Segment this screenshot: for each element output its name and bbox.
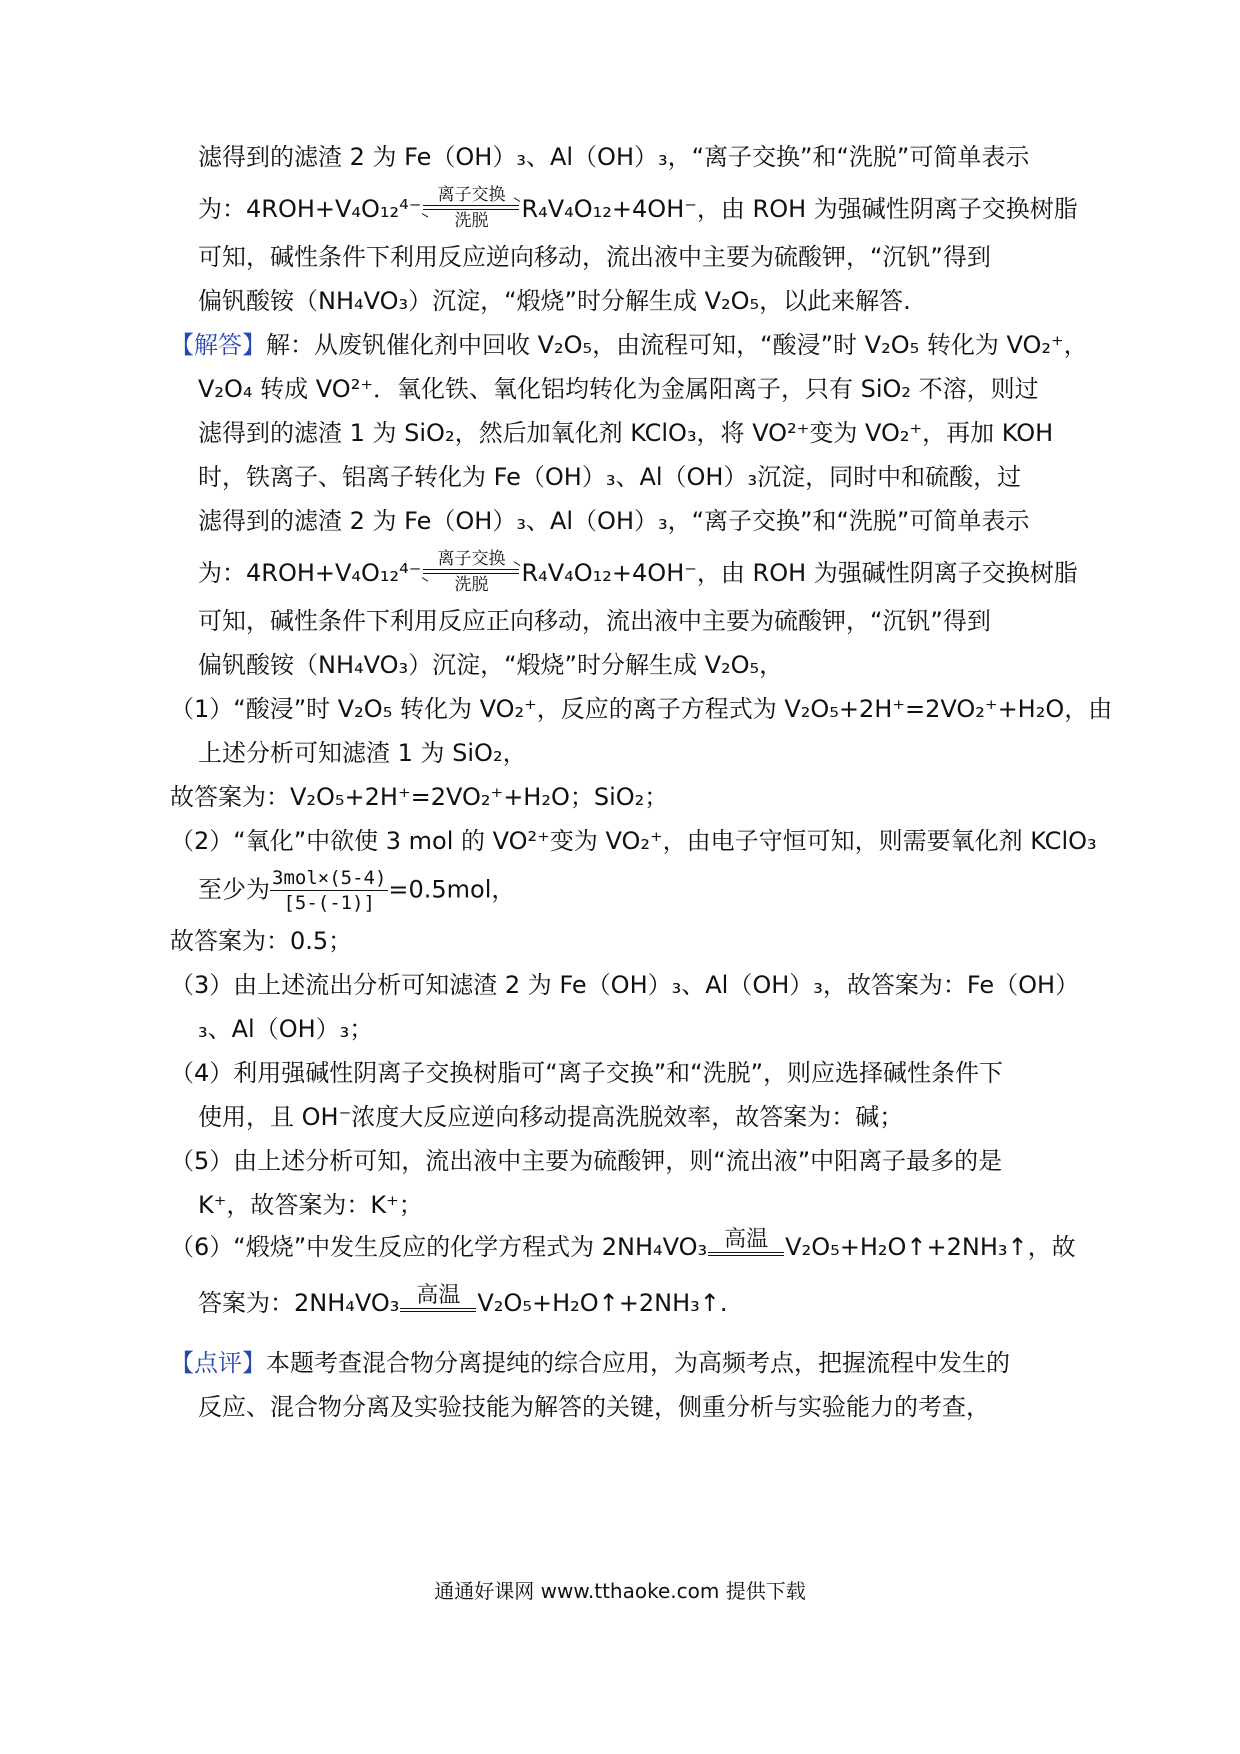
- text-line: 滤得到的滤渣 1 为 SiO₂，然后加氧化剂 KClO₃，将 VO²⁺变为 VO₂⁺，再加 KOH: [198, 419, 1054, 447]
- equation-right: R₄V₄O₁₂+4OH⁻，由 ROH 为强碱性阴离子交换树脂: [521, 195, 1078, 223]
- comment-tag: 【点评】: [170, 1349, 266, 1377]
- equation-right: V₂O₅+H₂O↑+2NH₃↑.: [477, 1289, 728, 1317]
- page-footer: 通通好课网 www.tthaoke.com 提供下载: [434, 1579, 806, 1603]
- equation-left: （6）“煅烧”中发生反应的化学方程式为 2NH₄VO₃: [170, 1233, 708, 1261]
- text-segment: 本题考查混合物分离提纯的综合应用，为高频考点，把握流程中发生的: [266, 1349, 1010, 1377]
- reversible-arrow: [423, 186, 519, 230]
- fraction-numerator: 3mol×(5-4): [272, 867, 387, 889]
- arrow-top-label: 离子交换: [437, 549, 506, 569]
- question-line: （4）利用强碱性阴离子交换树脂可“离子交换”和“洗脱”，则应选择碱性条件下: [170, 1059, 1004, 1087]
- arrow-top-label: 离子交换: [437, 185, 506, 205]
- equation-left: 为：4ROH+V₄O₁₂⁴⁻: [198, 559, 422, 587]
- text-line: 上述分析可知滤渣 1 为 SiO₂，: [198, 739, 527, 767]
- text-line: V₂O₄ 转成 VO²⁺．氧化铁、氧化铝均转化为金属阳离子，只有 SiO₂ 不溶，则过: [198, 375, 1039, 403]
- fraction-denominator: [5-(-1)]: [283, 892, 375, 914]
- text-line: 可知，碱性条件下利用反应正向移动，流出液中主要为硫酸钾，“沉钒”得到: [198, 607, 991, 635]
- equation-right: V₂O₅+H₂O↑+2NH₃↑，故: [785, 1233, 1076, 1261]
- answer-tag: 【解答】: [170, 331, 266, 359]
- equation-left: 答案为：2NH₄VO₃: [198, 1289, 400, 1317]
- heat-condition-label: 高温: [416, 1283, 461, 1308]
- answer-line: 故答案为：0.5；: [170, 927, 353, 955]
- text-line: 滤得到的滤渣 2 为 Fe（OH）₃、Al（OH）₃，“离子交换”和“洗脱”可简单表示: [198, 507, 1030, 535]
- text-line: K⁺，故答案为：K⁺；: [198, 1191, 423, 1219]
- question-line: （1）“酸浸”时 V₂O₅ 转化为 VO₂⁺，反应的离子方程式为 V₂O₅+2H⁺=2VO₂⁺+H₂O，由: [170, 695, 1113, 723]
- heat-condition-label: 高温: [724, 1227, 769, 1252]
- answer-line: 故答案为：V₂O₅+2H⁺=2VO₂⁺+H₂O；SiO₂；: [170, 783, 669, 811]
- arrow-bottom-label: 洗脱: [454, 211, 489, 231]
- text-segment: 解：从废钒催化剂中回收 V₂O₅，由流程可知，“酸浸”时 V₂O₅ 转化为 VO₂⁺，: [266, 331, 1088, 359]
- comment-heading-line: [170, 1348, 1010, 1378]
- text-segment: 至少为: [198, 875, 270, 904]
- heat-condition-sign: [400, 1284, 476, 1318]
- question-line: （5）由上述分析可知，流出液中主要为硫酸钾，则“流出液”中阳离子最多的是: [170, 1147, 1003, 1175]
- fraction: [270, 866, 388, 915]
- equation-line: [198, 185, 1078, 232]
- text-segment: =0.5mol，: [388, 875, 516, 904]
- text-line: 偏钒酸铵（NH₄VO₃）沉淀，“煅烧”时分解生成 V₂O₅，: [198, 651, 784, 679]
- question-line: （3）由上述流出分析可知滤渣 2 为 Fe（OH）₃、Al（OH）₃，故答案为：Fe（OH）: [170, 971, 1080, 999]
- text-line: 反应、混合物分离及实验技能为解答的关键，侧重分析与实验能力的考查，: [198, 1393, 990, 1421]
- text-line: 可知，碱性条件下利用反应逆向移动，流出液中主要为硫酸钾，“沉钒”得到: [198, 243, 991, 271]
- text-line: ₃、Al（OH）₃；: [198, 1015, 374, 1043]
- arrow-bottom-label: 洗脱: [454, 575, 489, 595]
- heat-condition-sign: [708, 1228, 784, 1262]
- reversible-arrow: [423, 550, 519, 594]
- equation-left: 为：4ROH+V₄O₁₂⁴⁻: [198, 195, 422, 223]
- equation-right: R₄V₄O₁₂+4OH⁻，由 ROH 为强碱性阴离子交换树脂: [521, 559, 1078, 587]
- fraction-line: [198, 866, 515, 915]
- text-line: 偏钒酸铵（NH₄VO₃）沉淀，“煅烧”时分解生成 V₂O₅，以此来解答.: [198, 287, 911, 315]
- equation-line: [170, 1228, 1076, 1262]
- text-line: 使用，且 OH⁻浓度大反应逆向移动提高洗脱效率，故答案为：碱；: [198, 1103, 904, 1131]
- text-line: 时，铁离子、铝离子转化为 Fe（OH）₃、Al（OH）₃沉淀，同时中和硫酸，过: [198, 463, 1022, 491]
- question-line: （2）“氧化”中欲使 3 mol 的 VO²⁺变为 VO₂⁺，由电子守恒可知，则需要氧化剂 KClO₃: [170, 827, 1097, 855]
- equation-line: [198, 1284, 727, 1318]
- answer-heading-line: [170, 330, 1088, 360]
- text-line: 滤得到的滤渣 2 为 Fe（OH）₃、Al（OH）₃，“离子交换”和“洗脱”可简单表示: [198, 143, 1030, 171]
- equation-line: [198, 549, 1078, 596]
